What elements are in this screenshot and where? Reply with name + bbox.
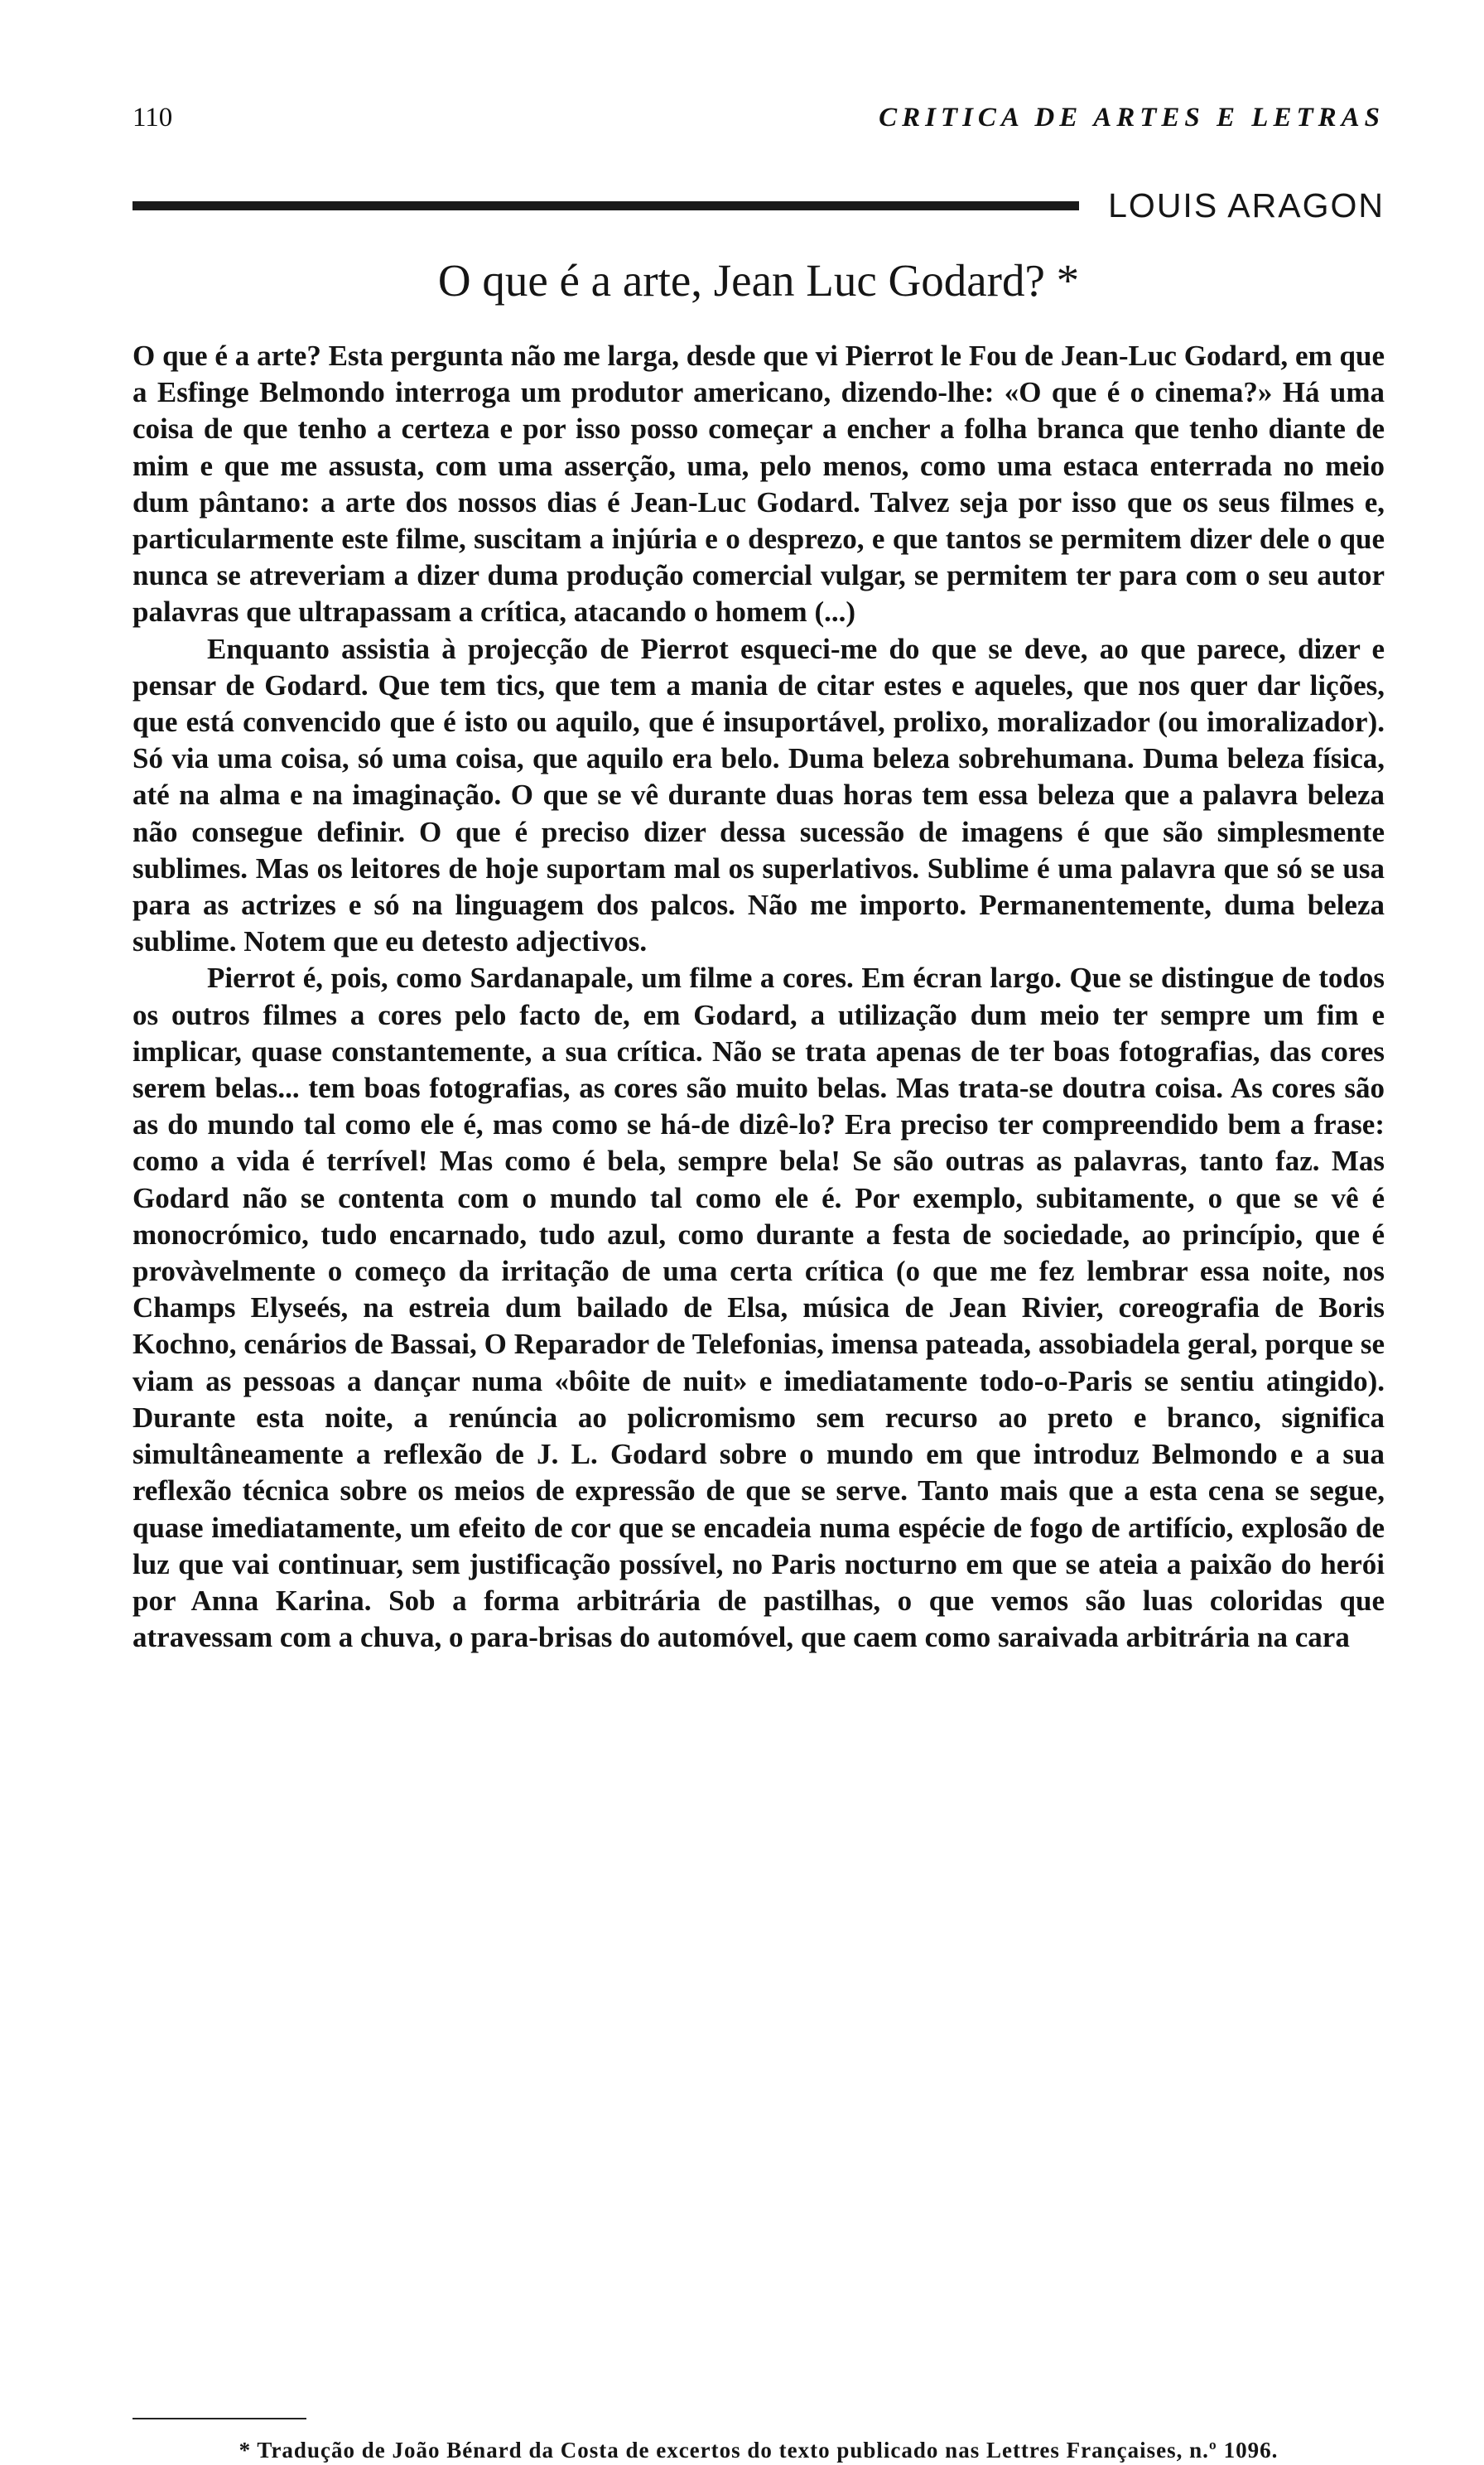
body-paragraph-2: Enquanto assistia à projecção de Pierrot esqueci-me do que se deve, ao que parece, dizer e pensar de Godard. Que tem tics, que tem a mania de citar estes e aqueles, que nos quer dar lições, que está convencido que é isto ou aquilo, que é insuportável, prolixo, moralizador (ou imoralizador). Só via uma coisa, só uma coisa, que aquilo era belo. Duma beleza sobrehumana. Duma beleza física, até na alma e na imaginação. O que se vê durante duas horas tem essa beleza que a palavra beleza não consegue definir. O que é preciso dizer dessa sucessão de imagens é que são simplesmente sublimes. Mas os leitores de hoje suportam mal os superlativos. Sublime é uma palavra que só se usa para as actrizes e só na linguagem dos palcos. Não me importo. Permanentemente, duma beleza sublime. Notem que eu detesto adjectivos.: [132, 632, 1385, 958]
article-author: LOUIS ARAGON: [1108, 186, 1385, 224]
footnote: * Tradução de João Bénard da Costa de excertos do texto publicado nas Lettres Françaises, n.º 1096.: [238, 2438, 1279, 2463]
body-paragraph-1: O que é a arte? Esta pergunta não me larga, desde que vi Pierrot le Fou de Jean-Luc Godard, em que a Esfinge Belmondo interroga um produtor americano, dizendo-lhe: «O que é o cinema?» Há uma coisa de que tenho a certeza e por isso posso começar a encher a folha branca que tenho diante de mim e que me assusta, com uma asserção, uma, pelo menos, como uma estaca enterrada no meio dum pântano: a arte dos nossos dias é Jean-Luc Godard. Talvez seja por isso que os seus filmes e, particularmente este filme, suscitam a injúria e o desprezo, e que tantos se permitem dizer dele o que nunca se atreveriam a dizer duma produção comercial vulgar, se permitem ter para com o seu autor palavras que ultrapassam a crítica, atacando o homem (...): [132, 340, 1385, 629]
running-head: [132, 101, 1385, 134]
article-title: O que é a arte, Jean Luc Godard? *: [437, 255, 1080, 306]
article-body: [132, 338, 1385, 1656]
page-number: 110: [132, 103, 173, 133]
journal-title: CRITICA DE ARTES E LETRAS: [879, 103, 1385, 133]
body-paragraph-3: Pierrot é, pois, como Sardanapale, um filme a cores. Em écran largo. Que se distingue de todos os outros filmes a cores pelo facto de, em Godard, a utilização dum meio ter sempre um fim e implicar, quase constantemente, a sua crítica. Não se trata apenas de ter boas fotografias, das cores serem belas... tem boas fotografias, as cores são muito belas. Mas trata-se doutra coisa. As cores são as do mundo tal como ele é, mas como se há-de dizê-lo? Era preciso ter compreendido bem a frase: como a vida é terrível! Mas como é bela, sempre bela! Se são outras as palavras, tanto faz. Mas Godard não se contenta com o mundo tal como ele é. Por exemplo, subitamente, o que se vê é monocrómico, tudo encarnado, tudo azul, como durante a festa de sociedade, ao princípio, que é provàvelmente o começo da irritação de uma certa crítica (o que me fez lembrar essa noite, nos Champs Elyseés, na estreia dum bailado de Elsa, música de Jean Rivier, coreografia de Boris Kochno, cenários de Bassai, O Reparador de Telefonias, imensa pateada, assobiadela geral, porque se viam as pessoas a dançar numa «bôite de nuit» e imediatamente todo-o-Paris se sentiu atingido). Durante esta noite, a renúncia ao policromismo sem recurso ao preto e branco, significa simultâneamente a reflexão de J. L. Godard sobre o mundo em que introduz Belmondo e a sua reflexão técnica sobre os meios de expressão de que se serve. Tanto mais que a esta cena se segue, quase imediatamente, um efeito de cor que se encadeia numa espécie de fogo de artifício, explosão de luz que vai continuar, sem justificação possível, no Paris nocturno em que se ateia a paixão do herói por Anna Karina. Sob a forma arbitrária de pastilhas, o que vemos são luas coloridas que atravessam com a chuva, o para-brisas do automóvel, que caem como saraivada arbitrária na cara: [132, 962, 1385, 1654]
decorative-rule: [132, 201, 1079, 210]
footnote-divider: [132, 2418, 306, 2419]
author-banner: [132, 184, 1385, 227]
